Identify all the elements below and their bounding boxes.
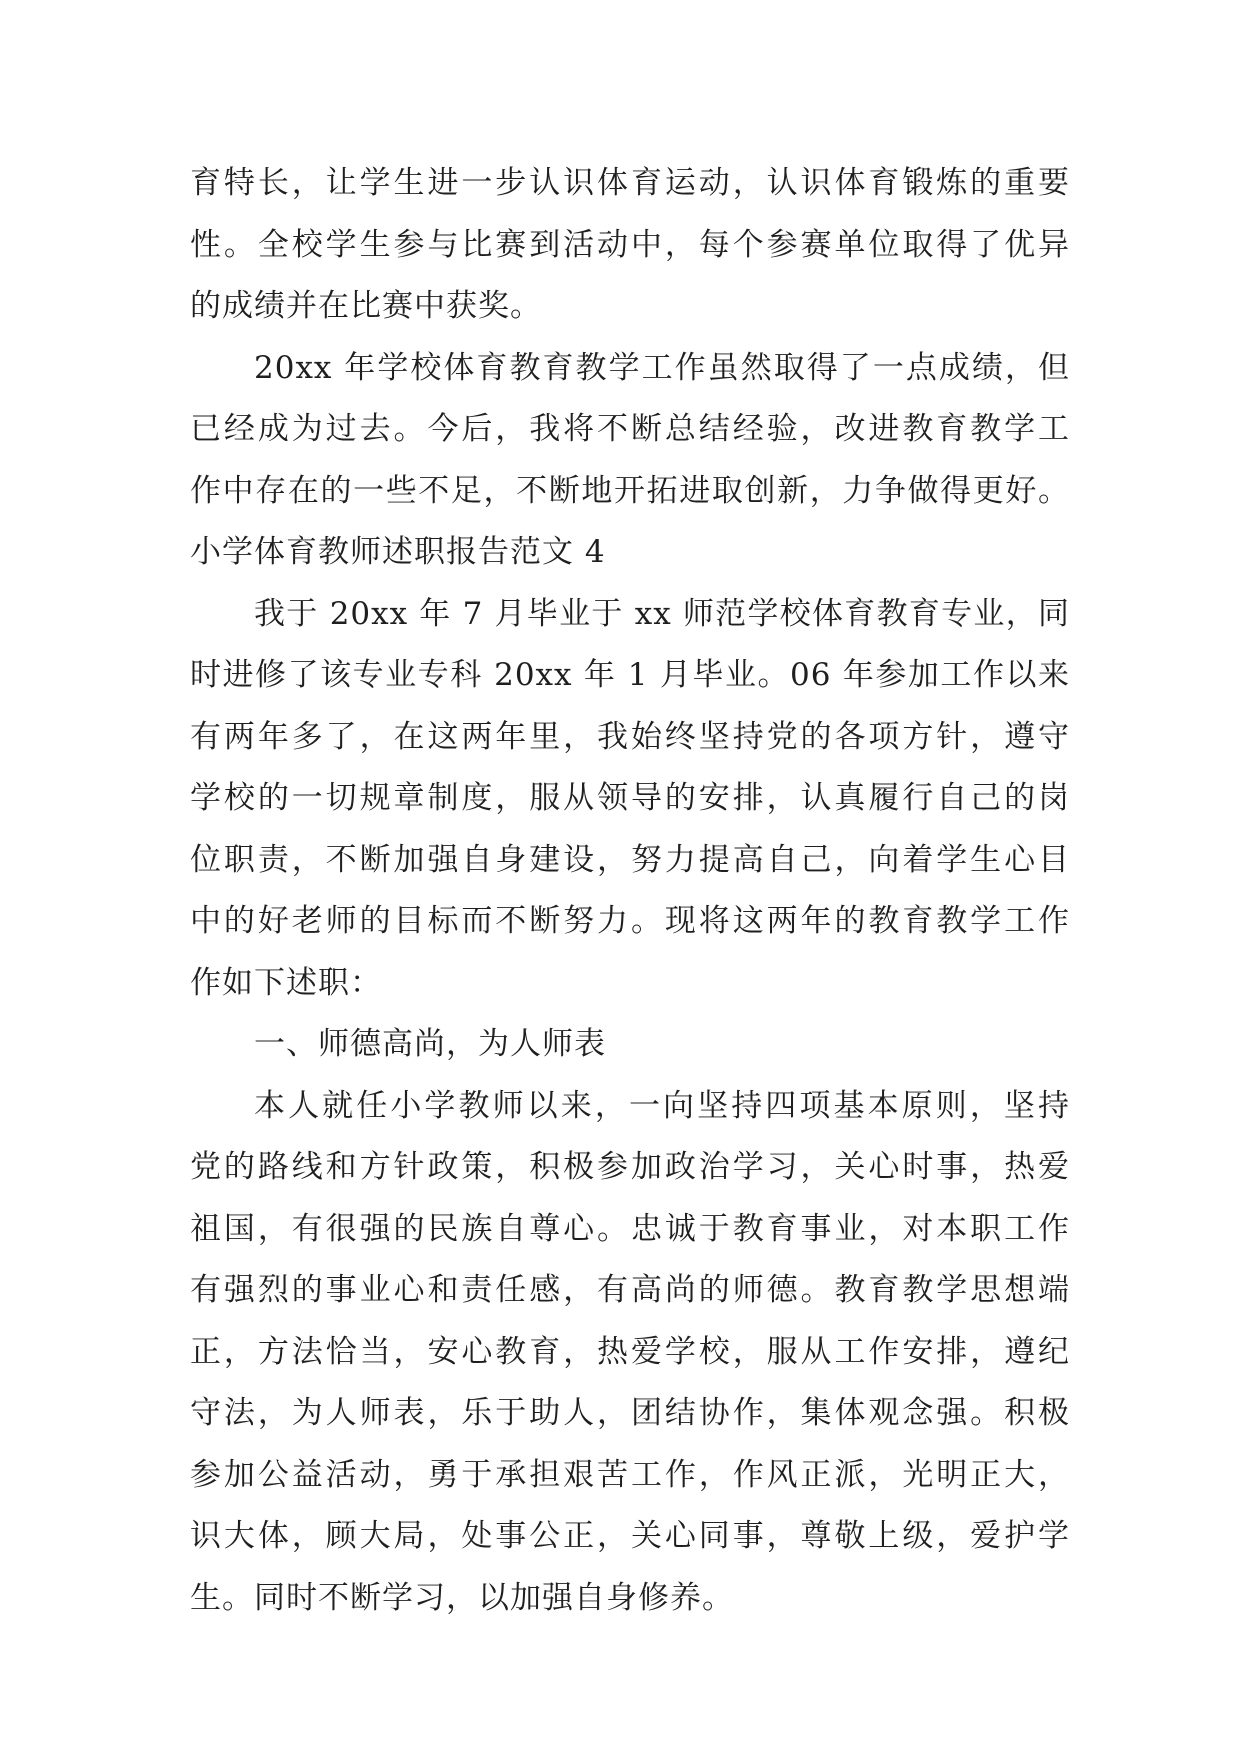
text-line: 位职责，不断加强自身建设，努力提高自己，向着学生心目: [190, 841, 1070, 878]
text-line: 中的好老师的目标而不断努力。现将这两年的教育教学工作: [190, 903, 1070, 939]
text-line: 本人就任小学教师以来，一向坚持四项基本原则，坚持: [254, 1087, 1070, 1124]
text-line: 有强烈的事业心和责任感，有高尚的师德。教育教学思想端: [190, 1272, 1070, 1308]
text-line: 作中存在的一些不足，不断地开拓进取创新，力争做得更好。: [190, 472, 1070, 509]
text-line: 20xx 年学校体育教育教学工作虽然取得了一点成绩，但: [254, 349, 1070, 386]
subsection-heading: 一、师德高尚，为人师表: [254, 1026, 606, 1062]
text-line: 参加公益活动，勇于承担艰苦工作，作风正派，光明正大，: [190, 1456, 1070, 1493]
text-line: 已经成为过去。今后，我将不断总结经验，改进教育教学工: [190, 411, 1070, 447]
text-line: 学校的一切规章制度，服从领导的安排，认真履行自己的岗: [190, 780, 1070, 816]
text-line: 守法，为人师表，乐于助人，团结协作，集体观念强。积极: [190, 1395, 1070, 1431]
text-line: 作如下述职：: [190, 964, 382, 1001]
text-line: 生。同时不断学习，以加强自身修养。: [190, 1579, 734, 1616]
text-line: 的成绩并在比赛中获奖。: [190, 288, 542, 324]
text-line: 有两年多了，在这两年里，我始终坚持党的各项方针，遵守: [190, 718, 1070, 755]
text-line: 党的路线和方针政策，积极参加政治学习，关心时事，热爱: [190, 1149, 1070, 1185]
document-body: [190, 153, 1070, 1629]
text-line: 育特长，让学生进一步认识体育运动，认识体育锻炼的重要: [190, 165, 1070, 201]
text-line: 我于 20xx 年 7 月毕业于 xx 师范学校体育教育专业，同: [254, 595, 1070, 632]
text-line: 正，方法恰当，安心教育，热爱学校，服从工作安排，遵纪: [190, 1333, 1070, 1370]
text-line: 性。全校学生参与比赛到活动中，每个参赛单位取得了优异: [190, 226, 1070, 263]
text-line: 时进修了该专业专科 20xx 年 1 月毕业。06 年参加工作以来: [190, 657, 1070, 693]
text-line: 祖国，有很强的民族自尊心。忠诚于教育事业，对本职工作: [190, 1210, 1070, 1247]
section-heading: 小学体育教师述职报告范文 4: [190, 534, 606, 570]
text-line: 识大体，顾大局，处事公正，关心同事，尊敬上级，爱护学: [190, 1518, 1070, 1554]
